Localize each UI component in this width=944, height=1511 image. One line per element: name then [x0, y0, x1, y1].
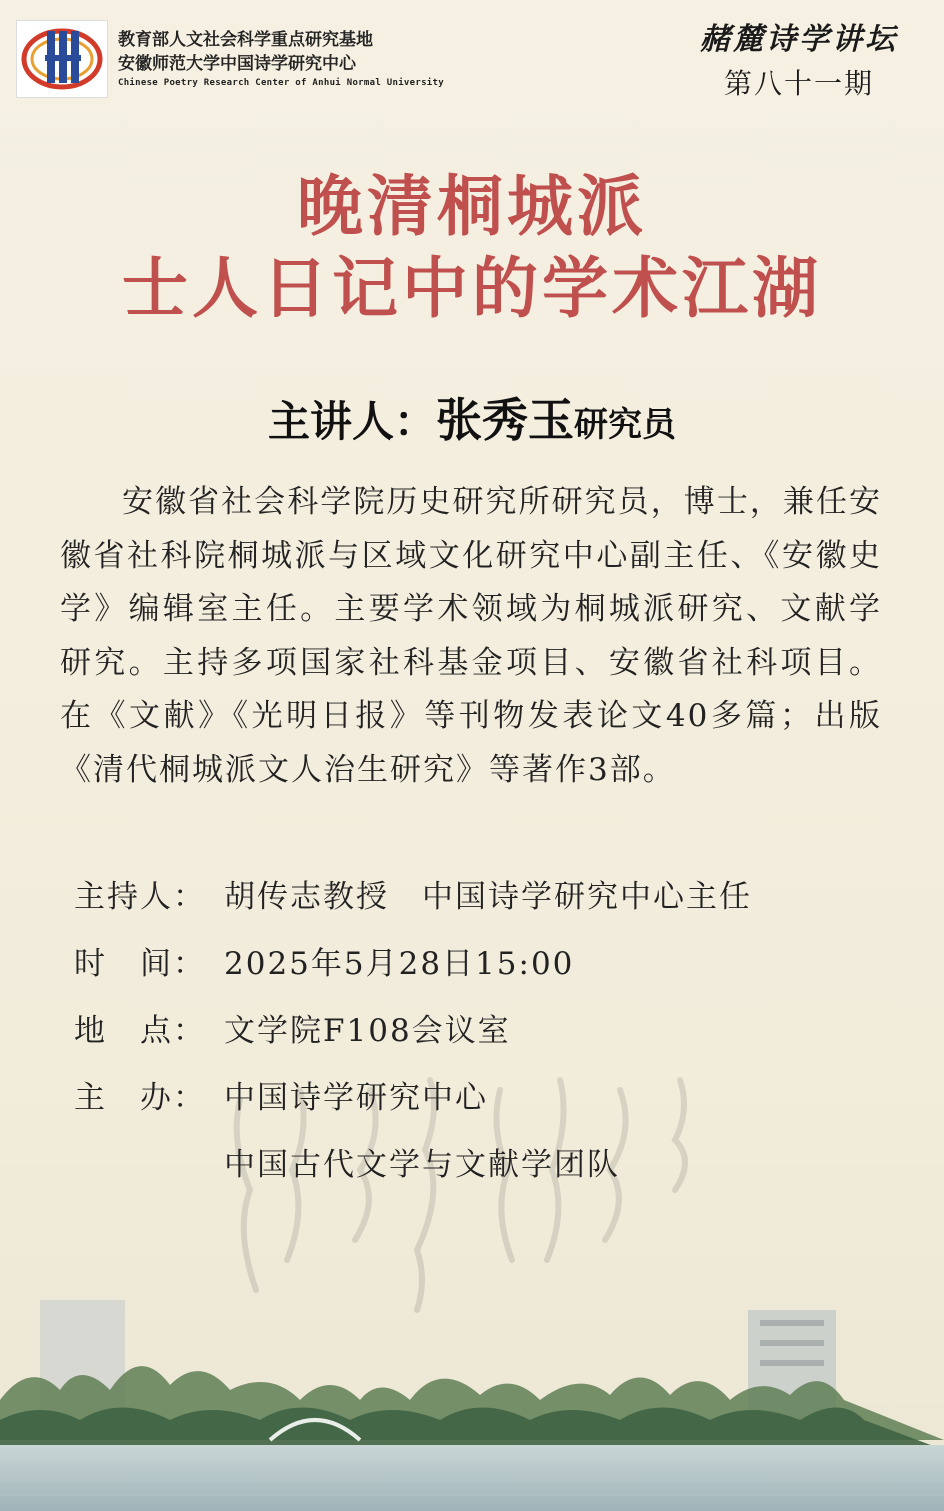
title-line1: 晚清桐城派: [297, 168, 647, 245]
time-value: 2025年5月28日15:00: [224, 946, 575, 982]
time-label: 时 间：: [74, 946, 206, 982]
speaker-line: [0, 384, 944, 450]
place-label: 地 点：: [74, 1013, 206, 1049]
organizer-row-2: [74, 1138, 752, 1205]
organizer-value-2: 中国古代文学与文献学团队: [224, 1147, 620, 1183]
host-row: [74, 870, 752, 937]
org-name-english: Chinese Poetry Research Center of Anhui Normal University: [118, 78, 444, 88]
organizer-value-1: 中国诗学研究中心: [224, 1080, 488, 1116]
place-row: [74, 1004, 752, 1071]
speaker-position: 研究员: [574, 405, 676, 445]
event-info: [74, 870, 752, 1205]
place-value: 文学院F108会议室: [224, 1013, 511, 1049]
speaker-bio: 安徽省社会科学院历史研究所研究员，博士，兼任安徽省社科院桐城派与区域文化研究中心副主任、《安徽史学》编辑室主任。主要学术领域为桐城派研究、文献学研究。主持多项国家社科基金项目、安徽省社科项目。在《文献》《光明日报》等刊物发表论文40多篇；出版《清代桐城派文人治生研究》等著作3部。: [60, 484, 882, 788]
organizer-label: 主 办：: [74, 1080, 206, 1116]
org-name-line2: 安徽师范大学中国诗学研究中心: [118, 54, 356, 74]
logo-icon: [16, 20, 108, 98]
organizer-row: [74, 1071, 752, 1138]
host-label: 主持人：: [74, 879, 206, 915]
speaker-label: 主讲人：: [267, 397, 436, 446]
org-name-line1: 教育部人文社会科学重点研究基地: [118, 30, 373, 50]
lecture-title: [0, 168, 944, 332]
campus-lake-scenery: [0, 1280, 944, 1511]
lecture-series: [700, 14, 898, 102]
organization-block: [118, 28, 444, 88]
host-value: 胡传志教授 中国诗学研究中心主任: [224, 879, 752, 915]
series-name: 赭麓诗学讲坛: [700, 22, 898, 57]
title-line2: 士人日记中的学术江湖: [122, 250, 822, 327]
issue-number: 第八十一期: [723, 67, 874, 100]
speaker-name: 张秀玉: [436, 393, 574, 447]
time-row: [74, 937, 752, 1004]
